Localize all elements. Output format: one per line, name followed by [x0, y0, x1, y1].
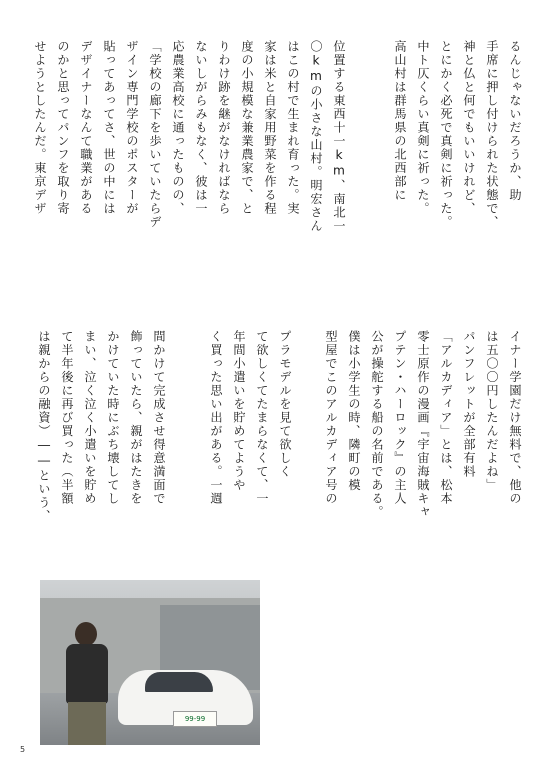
photo-person-legs [68, 702, 106, 745]
text-line: パンフレットが全部有料 [462, 330, 476, 479]
photo-man-with-car [40, 580, 260, 745]
text-line: プラモデルを見て欲しく [278, 330, 292, 479]
text-line: せようとしたんだ。東京デザ [33, 40, 47, 216]
text-line: ザイン専門学校のポスターが [125, 40, 139, 216]
text-line: 神と仏と何でもいいけれど、 [462, 40, 476, 216]
text-line: 年間小遣いを貯めてようや [232, 330, 246, 492]
text-line: プテン・ハーロック』の主人 [393, 330, 407, 506]
text-line: 度の小規模な兼業農家で、と [240, 40, 254, 216]
text-line: イナー学園だけ無料で、他の [508, 330, 522, 506]
text-line: は五〇〇円したんだよね」 [485, 330, 499, 492]
text-line: 中ト仄くらい真剣に祈った。 [416, 40, 430, 216]
text-line: 僕は小学生の時、隣町の模 [347, 330, 361, 492]
page-number: 5 [20, 745, 26, 754]
text-column-lower-middle [176, 330, 296, 592]
text-line: て半年後に再び買った（半額 [60, 330, 74, 506]
text-line: は親からの融資）――という、 [37, 330, 51, 523]
text-line: 零士原作の漫画『宇宙海賊キャ [416, 330, 430, 519]
text-line: 手席に押し付けられた状態で、 [485, 40, 499, 229]
text-line: デザイナーなんて職業がある [79, 40, 93, 216]
text-line: 「アルカディア」とは、松本 [439, 330, 453, 506]
text-line: かけていた時にぶち壊してし [106, 330, 120, 506]
text-line: 家は米と自家用野菜を作る程 [263, 40, 277, 216]
text-line: 〇kmの小さな山村。明宏さん [309, 40, 323, 233]
text-column-lower-right [308, 330, 526, 592]
text-line: のかと思ってパンフを取り寄 [56, 40, 70, 216]
text-column-lower-left [20, 330, 170, 592]
text-line: 応農業高校に通ったものの、 [171, 40, 185, 216]
license-plate: 99-99 [173, 711, 217, 727]
photo-person-head [75, 622, 97, 646]
text-line: ないしがらみもなく、彼は一 [194, 40, 208, 216]
text-line: るんじゃないだろうか、助 [508, 40, 522, 202]
text-line: 型屋でこのアルカディア号の [324, 330, 338, 506]
text-line: 高山村は群馬県の北西部に [393, 40, 407, 202]
text-line: はこの村で生まれ育った。実 [286, 40, 300, 216]
text-line: 間かけて完成させ得意満面で [152, 330, 166, 506]
text-line: 飾っていたら、親がはたきを [129, 330, 143, 506]
text-column-upper-left [20, 40, 350, 320]
text-line: て欲しくてたまらなくて、一 [255, 330, 269, 506]
text-line: とにかく必死で真剣に祈った。 [439, 40, 453, 229]
photo-car-windshield [145, 672, 213, 692]
photo-person-body [66, 644, 108, 704]
text-line: 位置する東西十一km、南北一 [332, 40, 346, 233]
text-line: まい、泣く泣く小遣いを貯め [83, 330, 97, 506]
text-line: く買った思い出がある。一週 [209, 330, 223, 506]
text-column-upper-right [376, 40, 526, 320]
text-line: りわけ跡を継がなければなら [217, 40, 231, 216]
text-line: 貼ってあってさ、世の中には [102, 40, 116, 216]
text-line: 「学校の廊下を歩いていたらデ [148, 40, 162, 229]
text-line: 公が操舵する船の名前である。 [370, 330, 384, 519]
